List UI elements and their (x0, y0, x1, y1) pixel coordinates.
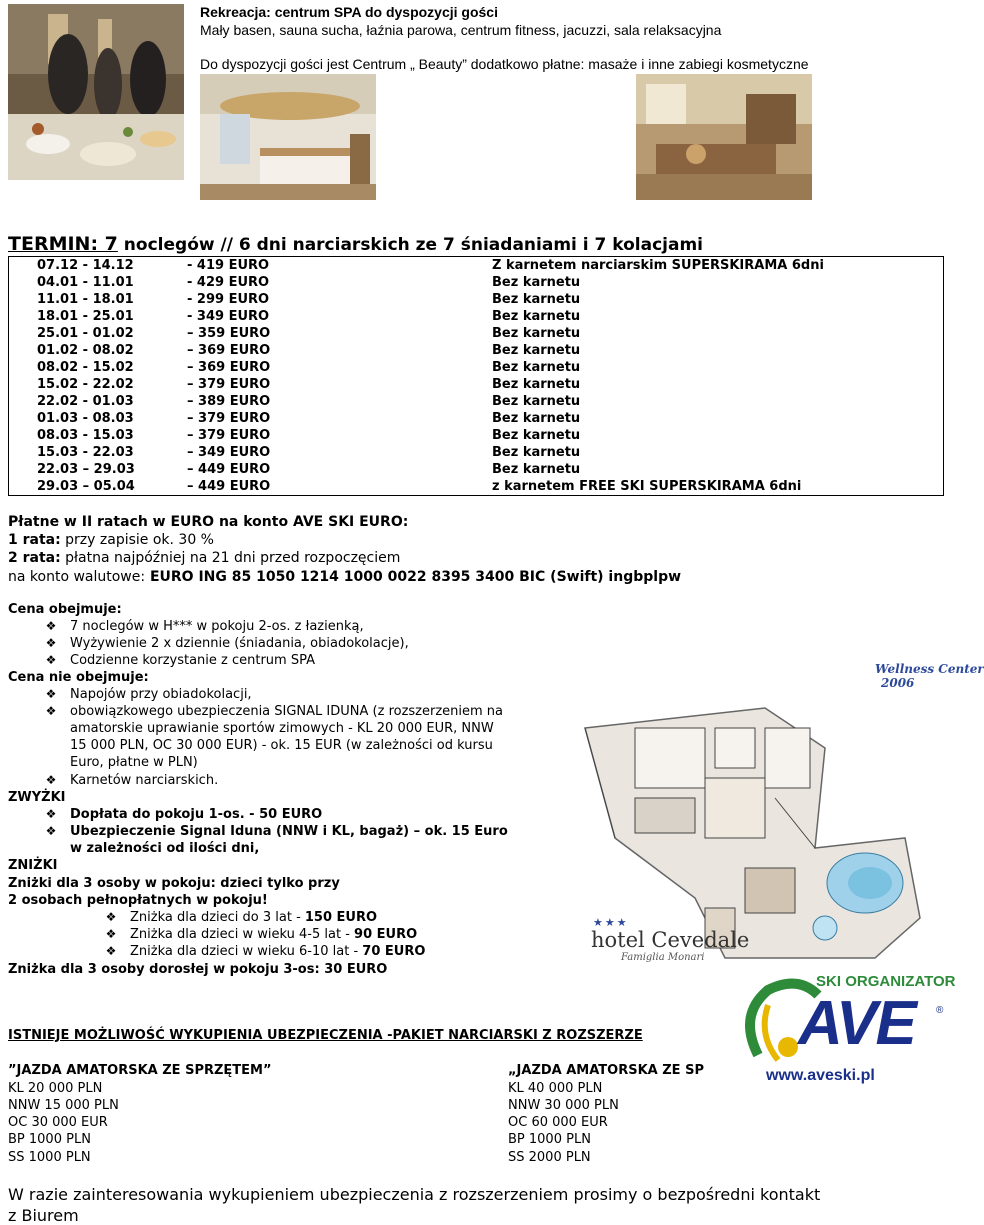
payment-account (8, 569, 681, 585)
row-price: – 359 EURO (187, 326, 271, 341)
payment-heading: Płatne w II ratach w EURO na konto AVE SKI EURO: (8, 514, 409, 530)
table-row (9, 359, 944, 376)
row-price: – 379 EURO (187, 411, 271, 426)
termin-description: noclegów // 6 dni narciarskich ze 7 śniadaniami i 7 kolacjami (117, 235, 704, 255)
table-row (9, 342, 944, 359)
exclude-text: Karnetów narciarskich. (70, 773, 219, 788)
hotel-name: hotel Cevedale (591, 928, 750, 952)
rata1-text: przy zapisie ok. 30 % (60, 532, 214, 548)
table-row (9, 308, 944, 325)
discount-amount: 90 EURO (354, 927, 418, 942)
row-price: – 369 EURO (187, 343, 271, 358)
row-date: 29.03 – 05.04 (37, 479, 135, 494)
row-date: 11.01 - 18.01 (37, 292, 134, 307)
insurance-col2-item: OC 60 000 EUR (508, 1115, 608, 1130)
row-price: – 369 EURO (187, 360, 271, 375)
table-row (9, 427, 944, 444)
list-item (45, 807, 323, 822)
include-text: 7 noclegów w H*** w pokoju 2-os. z łazienką, (70, 619, 364, 634)
row-price: – 449 EURO (187, 479, 271, 494)
diamond-bullet-icon: ❖ (45, 653, 57, 667)
diamond-bullet-icon: ❖ (105, 910, 117, 924)
row-date: 08.02 - 15.02 (37, 360, 134, 375)
zwyzka-text: Ubezpieczenie Signal Iduna (NNW i KL, bagaż) – ok. 15 Euro (70, 824, 508, 839)
row-price: – 379 EURO (187, 377, 271, 392)
logo-organizator: ORGANIZATOR (845, 973, 956, 990)
exclude-text: obowiązkowego ubezpieczenia SIGNAL IDUNA (z rozszerzeniem na (70, 704, 504, 719)
row-note: Z karnetem narciarskim SUPERSKIRAMA 6dni (492, 258, 824, 273)
row-note: Bez karnetu (492, 462, 581, 477)
logo-ave: AVE (798, 989, 915, 1058)
diamond-bullet-icon: ❖ (45, 824, 57, 838)
znizki-heading: ZNIŻKI (8, 858, 58, 873)
row-price: – 449 EURO (187, 462, 271, 477)
row-price: - 419 EURO (187, 258, 270, 273)
row-note: Bez karnetu (492, 292, 581, 307)
row-date: 07.12 - 14.12 (37, 258, 134, 273)
hotel-stars-icon: ★★★ (593, 916, 629, 929)
list-item (45, 619, 364, 634)
insurance-col2-item: BP 1000 PLN (508, 1132, 591, 1147)
include-text: Codzienne korzystanie z centrum SPA (70, 653, 315, 668)
insurance-col1-item: KL 20 000 PLN (8, 1081, 103, 1096)
row-date: 25.01 - 01.02 (37, 326, 134, 341)
list-item (105, 944, 426, 959)
row-note: Bez karnetu (492, 309, 581, 324)
excludes-heading: Cena nie obejmuje: (8, 670, 149, 685)
logo-ski: SKI (816, 973, 842, 990)
exclude-text: Napojów przy obiadokolacji, (70, 687, 252, 702)
row-price: – 379 EURO (187, 428, 271, 443)
list-item (105, 927, 418, 942)
list-item (105, 910, 378, 925)
row-note: Bez karnetu (492, 326, 581, 341)
insurance-col2-title: „JAZDA AMATORSKA ZE SP (508, 1063, 704, 1078)
row-date: 15.02 - 22.02 (37, 377, 134, 392)
list-item (45, 687, 252, 702)
payment-rata1 (8, 532, 214, 548)
termin-label: TERMIN: 7 (8, 233, 118, 255)
row-price: - 429 EURO (187, 275, 270, 290)
exclude-text: amatorskie uprawianie sportów zimowych - KL 20 000 EUR, NNW (70, 721, 494, 736)
ave-ski-logo (728, 973, 956, 1090)
diamond-bullet-icon: ❖ (105, 927, 117, 941)
footer-line1: W razie zainteresowania wykupieniem ubezpieczenia z rozszerzeniem prosimy o bezpośredni kontakt (8, 1185, 821, 1204)
lounge-photo (636, 74, 812, 200)
row-date: 04.01 - 11.01 (37, 275, 134, 290)
zwyzki-heading: ZWYŻKI (8, 790, 66, 805)
exclude-text: 15 000 PLN, OC 30 000 EUR) - ok. 15 EUR (w zależności od kursu (70, 738, 493, 753)
insurance-col1-item: OC 30 000 EUR (8, 1115, 108, 1130)
termin-heading (8, 233, 703, 255)
insurance-col2-item: SS 2000 PLN (508, 1150, 591, 1165)
znizki-note-line2: 2 osobach pełnopłatnych w pokoju! (8, 893, 268, 908)
row-date: 01.02 - 08.02 (37, 343, 134, 358)
insurance-col2-title-wrap (508, 1063, 724, 1078)
diamond-bullet-icon: ❖ (45, 773, 57, 787)
rata2-text: płatna najpóźniej na 21 dni przed rozpoczęciem (60, 550, 401, 566)
hotel-family: Famiglia Monari (621, 952, 705, 963)
discount-text: Zniżka dla dzieci w wieku 4-5 lat - (130, 927, 355, 942)
list-item (45, 773, 219, 788)
termin-table (8, 256, 944, 496)
insurance-col2-item: NNW 30 000 PLN (508, 1098, 619, 1113)
row-date: 15.03 - 22.03 (37, 445, 134, 460)
row-date: 01.03 - 08.03 (37, 411, 134, 426)
diamond-bullet-icon: ❖ (45, 636, 57, 650)
insurance-heading-wrap (8, 1028, 724, 1043)
diamond-bullet-icon: ❖ (105, 944, 117, 958)
floor-plan-drawing (575, 658, 955, 968)
row-note: Bez karnetu (492, 411, 581, 426)
list-item (45, 636, 409, 651)
zwyzka-amount: - 50 EURO (244, 807, 323, 822)
payment-rata2 (8, 550, 400, 566)
row-note: Bez karnetu (492, 445, 581, 460)
table-row (9, 325, 944, 342)
diamond-bullet-icon: ❖ (45, 807, 57, 821)
row-date: 22.03 – 29.03 (37, 462, 135, 477)
spa-facilities: Mały basen, sauna sucha, łaźnia parowa, centrum fitness, jacuzzi, sala relaksacyjna (200, 22, 722, 38)
row-price: - 299 EURO (187, 292, 270, 307)
table-row (9, 393, 944, 410)
table-row (9, 376, 944, 393)
wellness-title: Wellness Center (875, 662, 984, 676)
row-price: - 349 EURO (187, 309, 270, 324)
account-number: EURO ING 85 1050 1214 1000 0022 8395 3400 BIC (Swift) ingbplpw (145, 569, 682, 585)
adult-discount: Zniżka dla 3 osoby dorosłej w pokoju 3-os: 30 EURO (8, 962, 388, 977)
discount-amount: 70 EURO (362, 944, 426, 959)
row-price: – 389 EURO (187, 394, 271, 409)
beauty-center-note: Do dyspozycji gości jest Centrum „ Beauty” dodatkowo płatne: masaże i inne zabiegi kosmetyczne (200, 56, 809, 72)
table-row (9, 444, 944, 461)
znizki-note-line1: Zniżki dla 3 osoby w pokoju: dzieci tylko przy (8, 876, 340, 891)
rata2-label: 2 rata: (8, 550, 61, 566)
insurance-col2-item: KL 40 000 PLN (508, 1081, 603, 1096)
row-price: – 349 EURO (187, 445, 271, 460)
row-note: Bez karnetu (492, 428, 581, 443)
row-note: z karnetem FREE SKI SUPERSKIRAMA 6dni (492, 479, 802, 494)
insurance-heading: ISTNIEJE MOŻLIWOŚĆ WYKUPIENIA UBEZPIECZENIA -PAKIET NARCIARSKI Z ROZSZERZE (8, 1028, 643, 1043)
wellness-floor-plan (575, 658, 984, 968)
include-text: Wyżywienie 2 x dziennie (śniadania, obiadokolacje), (70, 636, 409, 651)
logo-url: www.aveski.pl (766, 1067, 875, 1084)
insurance-col1-item: NNW 15 000 PLN (8, 1098, 119, 1113)
table-row (9, 291, 944, 308)
table-row (9, 410, 944, 427)
discount-amount: 150 EURO (304, 910, 378, 925)
table-row (9, 257, 944, 275)
spa-title: Rekreacja: centrum SPA do dyspozycji gości (200, 4, 498, 20)
discount-text: Zniżka dla dzieci do 3 lat - (130, 910, 305, 925)
row-note: Bez karnetu (492, 394, 581, 409)
diamond-bullet-icon: ❖ (45, 687, 57, 701)
row-date: 22.02 - 01.03 (37, 394, 134, 409)
insurance-col1-item: SS 1000 PLN (8, 1150, 91, 1165)
zwyzka-text: w zależności od ilości dni, (70, 841, 260, 856)
row-date: 08.03 - 15.03 (37, 428, 134, 443)
zwyzka-label: Dopłata do pokoju 1-os. (70, 807, 245, 822)
hotel-room-photo (200, 74, 376, 200)
diamond-bullet-icon: ❖ (45, 704, 57, 718)
insurance-col1-item: BP 1000 PLN (8, 1132, 91, 1147)
row-note: Bez karnetu (492, 360, 581, 375)
account-prefix: na konto walutowe: (8, 569, 146, 585)
exclude-text: Euro, płatne w PLN) (70, 755, 198, 770)
logo-ski-organizator (816, 973, 955, 990)
table-row (9, 461, 944, 478)
row-note: Bez karnetu (492, 343, 581, 358)
rata1-label: 1 rata: (8, 532, 61, 548)
footer-line2: z Biurem (8, 1206, 79, 1225)
list-item (45, 653, 315, 668)
table-row (9, 478, 944, 496)
row-note: Bez karnetu (492, 275, 581, 290)
buffet-photo (8, 4, 184, 180)
logo-registered-icon: ® (936, 1005, 944, 1016)
row-note: Bez karnetu (492, 377, 581, 392)
discount-text: Zniżka dla dzieci w wieku 6-10 lat - (130, 944, 363, 959)
wellness-year: 2006 (881, 676, 915, 690)
table-row (9, 274, 944, 291)
includes-heading: Cena obejmuje: (8, 602, 122, 617)
row-date: 18.01 - 25.01 (37, 309, 134, 324)
diamond-bullet-icon: ❖ (45, 619, 57, 633)
insurance-col1-title: ”JAZDA AMATORSKA ZE SPRZĘTEM” (8, 1063, 272, 1078)
